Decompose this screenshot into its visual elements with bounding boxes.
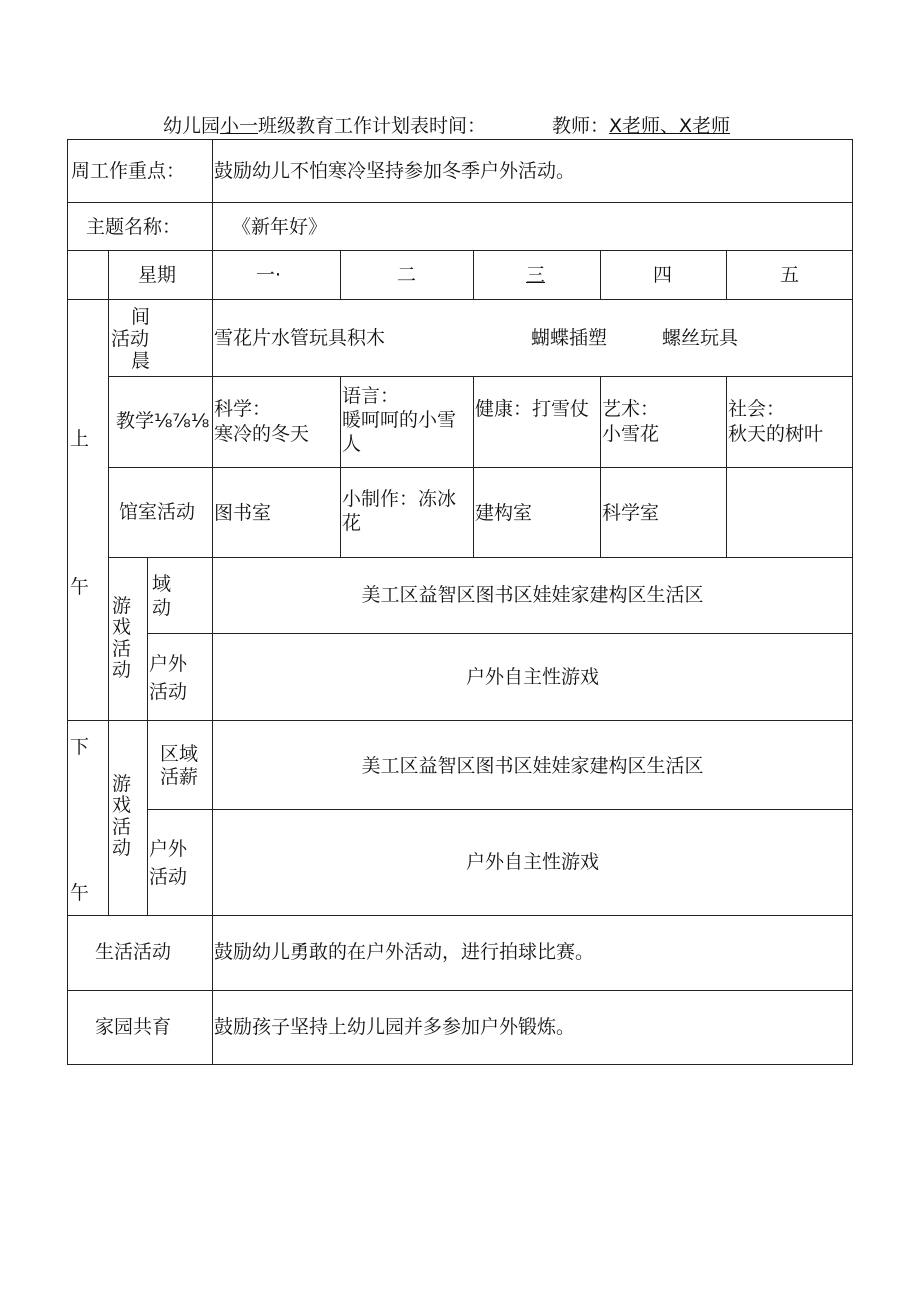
morning-outdoor-label: 户外活动 (149, 653, 188, 703)
teaching-content: 小雪花 (602, 422, 660, 445)
morning-activity-label-1: 间 (131, 306, 151, 328)
title-suffix: 班级教育工作计划表时间： (258, 115, 487, 137)
grid-line (473, 376, 474, 557)
grid-line (67, 139, 68, 1065)
morning-activity-label-2: 活动 (111, 328, 150, 350)
focus-label: 周工作重点： (71, 160, 186, 182)
teaching-cell (475, 397, 597, 422)
venue-label: 馆室活动 (119, 501, 196, 523)
afternoon-area-value: 美工区益智区图书区娃娃家建构区生活区 (361, 755, 704, 777)
grid-line (147, 557, 148, 915)
afternoon-side-top: 下 (70, 736, 90, 758)
page-title (163, 115, 486, 138)
weekday-mon: 一· (256, 264, 282, 286)
morning-side-top: 上 (70, 428, 90, 450)
class-name: 小一 (220, 115, 259, 137)
teaching-cell (728, 397, 850, 446)
weekday-wed: 三 (526, 264, 546, 286)
grid-line (852, 139, 853, 1065)
grid-line (726, 250, 727, 299)
grid-line (147, 633, 853, 634)
teaching-content: 暖呵呵的小雪人 (342, 408, 457, 455)
afternoon-side-bottom: 午 (70, 882, 90, 904)
teaching-content: 寒冷的冬天 (214, 422, 310, 445)
weekday-thu: 四 (653, 264, 673, 286)
venue-cell: 小制作：冻冰花 (342, 488, 457, 534)
afternoon-games-label: 游戏活动 (112, 773, 132, 860)
grid-line (67, 1064, 853, 1065)
weekday-fri: 五 (780, 264, 800, 286)
teacher-label: 教师： (552, 115, 610, 137)
morning-activity-item: 雪花片水管玩具积木 (214, 327, 386, 349)
morning-area-value: 美工区益智区图书区娃娃家建构区生活区 (361, 584, 704, 606)
life-label: 生活活动 (95, 941, 172, 963)
grid-line (340, 376, 341, 557)
teaching-cell (602, 397, 724, 446)
morning-activity-label-3: 晨 (131, 350, 151, 372)
weekday-label: 星期 (138, 264, 177, 286)
teaching-subject: 科学： (214, 398, 272, 420)
grid-line (340, 250, 341, 299)
morning-activity-item: 蝴蝶插塑 (531, 327, 608, 349)
teaching-content: 秋天的树叶 (728, 422, 824, 445)
teaching-subject: 健康：打雪仗 (475, 398, 590, 420)
home-value: 鼓励孩子坚持上幼儿园并多参加户外锻炼。 (214, 1016, 576, 1038)
morning-activity-item: 螺丝玩具 (662, 327, 739, 349)
theme-value: 《新年好》 (232, 216, 328, 238)
teaching-subject: 语言： (342, 385, 400, 407)
grid-line (108, 467, 853, 468)
teaching-label: 教学⅛⅞⅛ (116, 410, 210, 432)
title-prefix: 幼儿园 (163, 115, 221, 137)
morning-outdoor-value: 户外自主性游戏 (465, 666, 599, 688)
life-value: 鼓励幼儿勇敢的在户外活动，进行拍球比赛。 (214, 941, 595, 963)
grid-line (67, 299, 853, 300)
grid-line (600, 250, 601, 299)
grid-line (473, 250, 474, 299)
venue-cell: 建构室 (475, 502, 533, 524)
afternoon-outdoor-value: 户外自主性游戏 (465, 851, 599, 873)
morning-area-label: 域动 (152, 573, 172, 619)
teacher-names: X老师、X老师 (609, 115, 731, 137)
afternoon-outdoor-label: 户外活动 (149, 838, 188, 888)
grid-line (67, 720, 853, 721)
venue-cell: 图书室 (214, 502, 272, 524)
teaching-subject: 艺术： (602, 398, 660, 420)
grid-line (67, 250, 853, 251)
grid-line (108, 250, 109, 915)
venue-cell: 科学室 (602, 502, 660, 524)
grid-line (108, 376, 853, 377)
grid-line (67, 202, 853, 203)
teacher-info (552, 115, 730, 138)
afternoon-area-label: 区域活薪 (160, 743, 199, 788)
theme-label: 主题名称： (86, 216, 182, 238)
grid-line (600, 376, 601, 557)
grid-line (67, 915, 853, 916)
grid-line (108, 557, 853, 558)
home-label: 家园共育 (95, 1016, 172, 1038)
weekday-tue: 二 (397, 264, 417, 286)
grid-line (147, 809, 853, 810)
morning-side-bottom: 午 (70, 576, 90, 598)
morning-games-label: 游戏活动 (112, 595, 132, 682)
grid-line (67, 139, 853, 140)
teaching-subject: 社会： (728, 398, 786, 420)
focus-value: 鼓励幼儿不怕寒冷坚持参加冬季户外活动。 (214, 160, 576, 182)
grid-line (726, 376, 727, 557)
teaching-cell (214, 397, 338, 446)
grid-line (67, 990, 853, 991)
teaching-cell (342, 385, 472, 456)
